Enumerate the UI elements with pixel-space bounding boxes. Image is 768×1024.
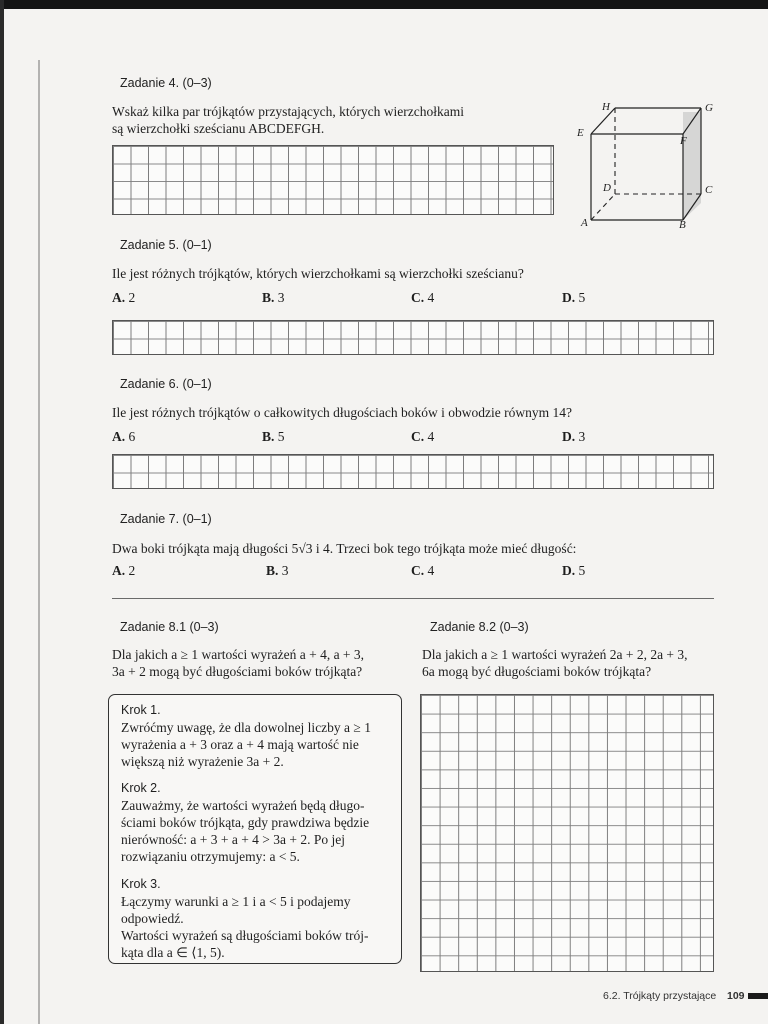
footer-bar: [748, 993, 768, 999]
task7-heading: Zadanie 7. (0–1): [120, 512, 212, 526]
task6-answer-grid[interactable]: [112, 454, 714, 489]
step1-line1: Zwróćmy uwagę, że dla dowolnej liczby a ≥ 1: [121, 720, 371, 735]
task6-option-c[interactable]: C. 4: [411, 429, 435, 444]
step3-line1: Łączymy warunki a ≥ 1 i a < 5 i podajemy: [121, 894, 351, 909]
task82-heading: Zadanie 8.2 (0–3): [430, 620, 529, 634]
task6-question: Ile jest różnych trójkątów o całkowitych długościach boków i obwodzie równym 14?: [112, 405, 573, 420]
footer-section: 6.2. Trójkąty przystające: [603, 990, 717, 1002]
task6-heading: Zadanie 6. (0–1): [120, 377, 212, 391]
cube-label-b: B: [679, 219, 686, 231]
cube-label-g: G: [705, 102, 713, 114]
page-number: 109: [727, 990, 745, 1002]
step3-line2: odpowiedź.: [121, 911, 184, 926]
task7-question: Dwa boki trójkąta mają długości 5√3 i 4. Trzeci bok tego trójkąta może mieć długość:: [112, 541, 577, 556]
task5-option-d[interactable]: D. 5: [562, 290, 586, 305]
cube-label-d: D: [603, 182, 611, 194]
task81-line2: 3a + 2 mogą być długościami boków trójkąta?: [112, 664, 363, 679]
task5-answer-grid[interactable]: [112, 320, 714, 355]
task5-question: Ile jest różnych trójkątów, których wierzchołkami są wierzchołki sześcianu?: [112, 266, 524, 281]
step2-line3: nierówność: a + 3 + a + 4 > 3a + 2. Po jej: [121, 832, 346, 847]
step3-line3: Wartości wyrażeń są długościami boków trój-: [121, 928, 369, 943]
step2-line1: Zauważmy, że wartości wyrażeń będą długo-: [121, 798, 365, 813]
task7-option-d[interactable]: D. 5: [562, 563, 586, 578]
task4-heading: Zadanie 4. (0–3): [120, 76, 212, 90]
task7-option-a[interactable]: A. 2: [112, 563, 136, 578]
step3-title: Krok 3.: [121, 877, 161, 891]
task6-option-b[interactable]: B. 5: [262, 429, 285, 444]
task82-answer-grid[interactable]: [420, 694, 714, 972]
step1-line3: większą niż wyrażenie 3a + 2.: [121, 754, 284, 769]
task5-heading: Zadanie 5. (0–1): [120, 238, 212, 252]
task7-option-b[interactable]: B. 3: [266, 563, 289, 578]
step3-line4: kąta dla a ∈ ⟨1, 5).: [121, 945, 225, 960]
cube-diagram: [575, 98, 725, 233]
task4-answer-grid[interactable]: [112, 145, 554, 215]
worked-solution-box: [108, 694, 402, 964]
task5-option-c[interactable]: C. 4: [411, 290, 435, 305]
binding-shadow: [38, 60, 40, 1024]
task5-option-b[interactable]: B. 3: [262, 290, 285, 305]
task82-line2: 6a mogą być długościami boków trójkąta?: [422, 664, 652, 679]
task82-line1: Dla jakich a ≥ 1 wartości wyrażeń 2a + 2, 2a + 3,: [422, 647, 688, 662]
step2-title: Krok 2.: [121, 781, 161, 795]
step1-line2: wyrażenia a + 3 oraz a + 4 mają wartość nie: [121, 737, 359, 752]
task4-line1: Wskaż kilka par trójkątów przystających, których wierzchołkami: [112, 104, 464, 119]
cube-label-h: H: [602, 101, 610, 113]
section-divider: [112, 598, 714, 599]
cube-label-a: A: [581, 217, 588, 229]
top-edge: [0, 0, 768, 9]
task81-line1: Dla jakich a ≥ 1 wartości wyrażeń a + 4, a + 3,: [112, 647, 365, 662]
step2-line2: ściami boków trójkąta, gdy prawdziwa będzie: [121, 815, 370, 830]
task5-option-a[interactable]: A. 2: [112, 290, 136, 305]
cube-label-f: F: [680, 135, 687, 147]
cube-label-e: E: [577, 127, 584, 139]
binding-edge: [0, 0, 4, 1024]
step2-line4: rozwiązaniu otrzymujemy: a < 5.: [121, 849, 300, 864]
task6-option-d[interactable]: D. 3: [562, 429, 586, 444]
step1-title: Krok 1.: [121, 703, 161, 717]
task7-option-c[interactable]: C. 4: [411, 563, 435, 578]
cube-label-c: C: [705, 184, 713, 196]
task6-option-a[interactable]: A. 6: [112, 429, 136, 444]
task81-heading: Zadanie 8.1 (0–3): [120, 620, 219, 634]
task4-line2: są wierzchołki sześcianu ABCDEFGH.: [112, 121, 325, 136]
